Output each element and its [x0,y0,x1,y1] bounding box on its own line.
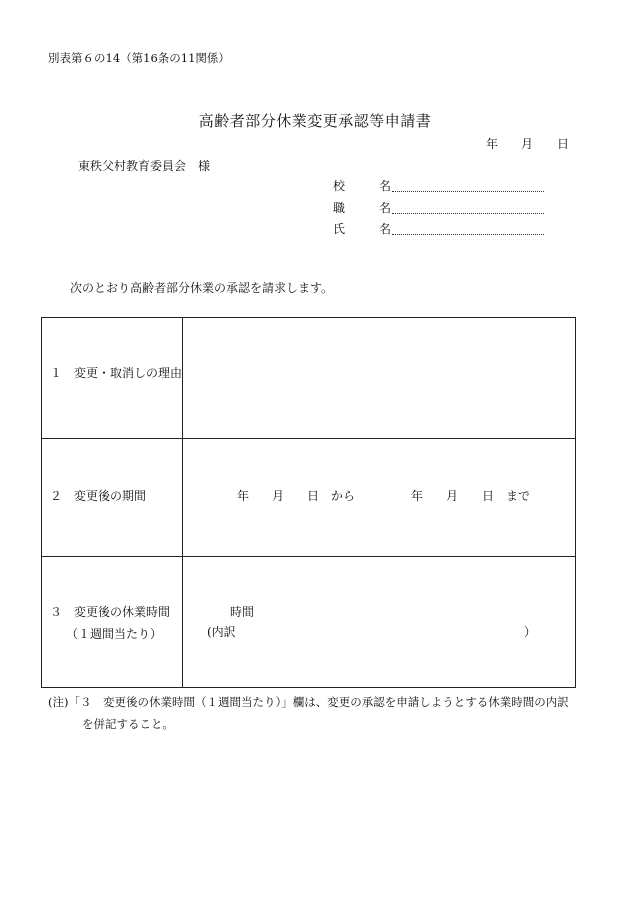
position-field[interactable] [392,199,544,214]
period-from-year: 年 [237,489,250,503]
period-from-text: から [331,489,356,503]
school-name-field[interactable] [392,177,544,192]
date-year-label: 年 [486,137,499,151]
reason-label: １ 変更・取消しの理由 [50,366,183,380]
table-row-period [42,438,575,556]
reason-field[interactable] [183,318,575,437]
form-reference: 別表第６の14（第16条の11関係） [48,51,230,65]
period-to-day: 日 [482,489,495,503]
hours-unit: 時間 [230,605,255,619]
date-day-label: 日 [557,137,570,151]
name-field[interactable] [392,220,544,235]
breakdown-open: (内訳 [207,625,236,639]
period-to-month: 月 [446,489,459,503]
breakdown-close: ） [524,625,537,639]
position-label-c1: 職 [333,201,346,215]
period-to-year: 年 [411,489,424,503]
application-table [41,317,576,688]
page-title: 高齢者部分休業変更承認等申請書 [198,112,432,130]
addressee: 東秩父村教育委員会 様 [78,159,211,173]
position-label [333,199,391,216]
column-divider [182,439,183,556]
school-name-label-c1: 校 [333,179,346,193]
period-label: ２ 変更後の期間 [50,489,147,503]
name-label [333,220,391,237]
note-line-1: (注)「３ 変更後の休業時間（１週間当たり）」欄は、変更の承認を申請しようとする休業時間の内訳 [48,695,569,709]
school-name-label-c2: 名 [379,179,392,193]
column-divider [182,557,183,687]
intro-text: 次のとおり高齢者部分休業の承認を請求します。 [70,281,334,295]
period-from-day: 日 [307,489,320,503]
hours-label-line2: （１週間当たり） [66,627,163,641]
name-label-c2: 名 [379,222,392,236]
position-label-c2: 名 [379,201,392,215]
table-row-reason [42,318,575,438]
period-to-text: まで [506,489,531,503]
school-name-label [333,177,391,194]
name-label-c1: 氏 [333,222,346,236]
hours-label-line1: ３ 変更後の休業時間 [50,605,171,619]
note-line-2: を併記すること。 [82,717,174,731]
period-from-month: 月 [272,489,285,503]
date-month-label: 月 [521,137,534,151]
table-row-hours [42,556,575,687]
